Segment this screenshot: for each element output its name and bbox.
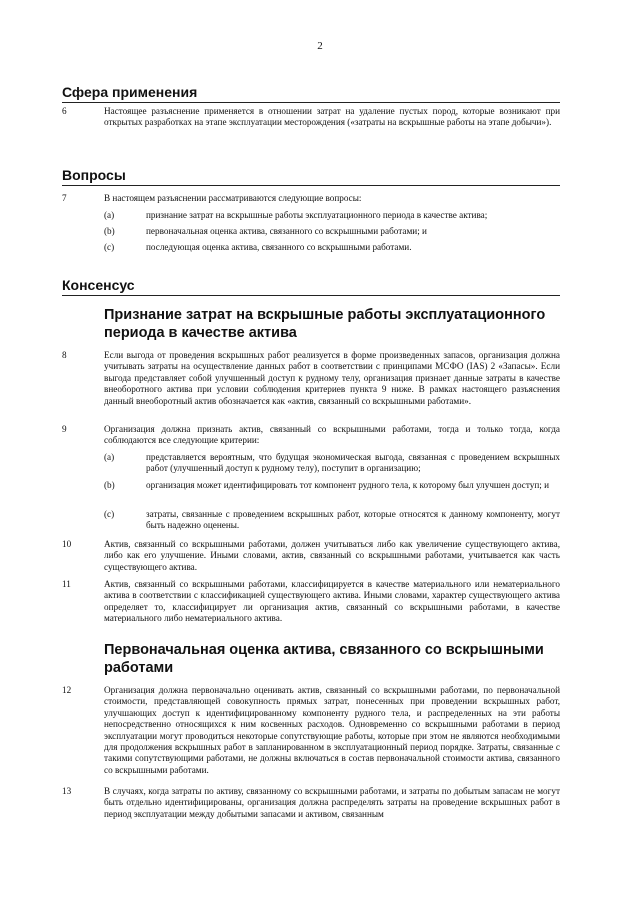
paragraph-text: Если выгода от проведения вскрышных работ реализуется в форме произведенных запасов, организация должна учитывать затраты на осуществление данных работ в соответствии с принципами МСФО (IAS) 2 «Запасы». Если выгода представляет собой улучшенный доступ к рудному телу, организация признает данные затраты в качестве внеоборотного актива при условии соблюдения критериев пункта 9 ниже. В рамках настоящего разъяснения данный внеоборотный актив обозначается как «актив, связанный со вскрышными работами». xyxy=(104,350,560,406)
paragraph-number: 8 xyxy=(62,350,67,360)
list-item-text: последующая оценка актива, связанного со вскрышными работами. xyxy=(146,242,412,252)
section-title: Консенсус xyxy=(62,277,560,296)
subheading-initial-measurement: Первоначальная оценка актива, связанного со вскрышными работами xyxy=(104,642,544,676)
paragraph-12 xyxy=(62,685,560,776)
paragraph-text: Настоящее разъяснение применяется в отношении затрат на удаление пустых пород, которые возникают при открытых разработках на этапе эксплуатации месторождения («затраты на вскрышные работы на этапе добычи»). xyxy=(104,106,560,128)
section-heading-questions xyxy=(62,167,560,186)
paragraph-number: 6 xyxy=(62,106,67,116)
list-item-label: (a) xyxy=(104,210,115,220)
paragraph-text: Организация должна признать актив, связанный со вскрышными работами, тогда и только тогда, когда соблюдаются все следующие критерии: xyxy=(104,424,560,446)
list-item xyxy=(104,452,560,475)
paragraph-13 xyxy=(62,786,560,820)
list-item-text: организация может идентифицировать тот компонент рудного тела, к которому был улучшен доступ; и xyxy=(146,480,550,490)
list-item-text: представляется вероятным, что будущая экономическая выгода, связанная с проведением вскрышных работ (улучшенный доступ к рудному телу), поступит в организацию; xyxy=(146,452,560,474)
page-number: 2 xyxy=(317,40,323,52)
paragraph-10 xyxy=(62,539,560,573)
paragraph-text: В случаях, когда затраты по активу, связанному со вскрышными работами, и затраты по добытым запасам не могут быть отдельно идентифицированы, организация должна распределять затраты на проведение вскрышных работ в период эксплуатации между добытыми запасами и активом, связанным xyxy=(104,786,560,819)
paragraph-text: Организация должна первоначально оценивать актив, связанный со вскрышными работами, по первоначальной стоимости, представляющей совокупность прямых затрат, понесенных при проведении вскрышных работ, улучшающих доступ к идентифицированному компоненту рудного тела, и распределенных на эти работы непосредственно относящихся к ним косвенных расходов. Одновременно со вскрышными работами в период эксплуатации могут проводиться некоторые сопутствующие работы, которые при этом не являются необходимыми для продолжения вскрышных работ в запланированном в эксплуатационный период порядке. Затраты, связанные с такими сопутствующими работами, не должны включаться в состав первоначальной стоимости актива, связанного со вскрышными работами. xyxy=(104,685,560,775)
paragraph-text: В настоящем разъяснении рассматриваются следующие вопросы: xyxy=(104,193,362,203)
list-item-text: затраты, связанные с проведением вскрышных работ, которые относятся к данному компоненту, могут быть надежно оценены. xyxy=(146,509,560,531)
list-item-text: признание затрат на вскрышные работы эксплуатационного периода в качестве актива; xyxy=(146,210,488,220)
list-item-text: первоначальная оценка актива, связанного со вскрышными работами; и xyxy=(146,226,427,236)
section-heading-scope xyxy=(62,84,560,103)
list-item-label: (c) xyxy=(104,242,115,252)
paragraph-11 xyxy=(62,579,560,625)
paragraph-number: 7 xyxy=(62,193,67,203)
subheading-recognition: Признание затрат на вскрышные работы эксплуатационного периода в качестве актива xyxy=(104,307,546,341)
section-heading-consensus xyxy=(62,277,560,296)
paragraph-6 xyxy=(62,106,560,129)
paragraph-number: 13 xyxy=(62,786,72,796)
paragraph-7 xyxy=(62,193,560,204)
section-title: Вопросы xyxy=(62,167,560,186)
paragraph-number: 12 xyxy=(62,685,72,695)
paragraph-text: Актив, связанный со вскрышными работами, должен учитываться либо как увеличение существующего актива, либо как его улучшение. Иными словами, актив, связанный со вскрышными работами, учитывается как часть существующего актива. xyxy=(104,539,560,572)
paragraph-number: 10 xyxy=(62,539,72,549)
list-item xyxy=(104,480,560,491)
paragraph-9 xyxy=(62,424,560,447)
section-title: Сфера применения xyxy=(62,84,560,103)
paragraph-8 xyxy=(62,350,560,407)
list-item-label: (c) xyxy=(104,509,115,519)
list-item-label: (a) xyxy=(104,452,115,462)
list-item xyxy=(104,242,560,253)
paragraph-number: 11 xyxy=(62,579,71,589)
list-item xyxy=(104,509,560,532)
list-item xyxy=(104,226,560,237)
list-item xyxy=(104,210,560,221)
paragraph-number: 9 xyxy=(62,424,67,434)
list-item-label: (b) xyxy=(104,226,115,236)
list-item-label: (b) xyxy=(104,480,115,490)
paragraph-text: Актив, связанный со вскрышными работами, классифицируется в качестве материального или нематериального актива в соответствии с классификацией существующего актива. Иными словами, характер существующего актива определяет то, классифицирует ли организация актив, связанный со вскрышными работами, в качестве материального либо нематериального актива. xyxy=(104,579,560,624)
